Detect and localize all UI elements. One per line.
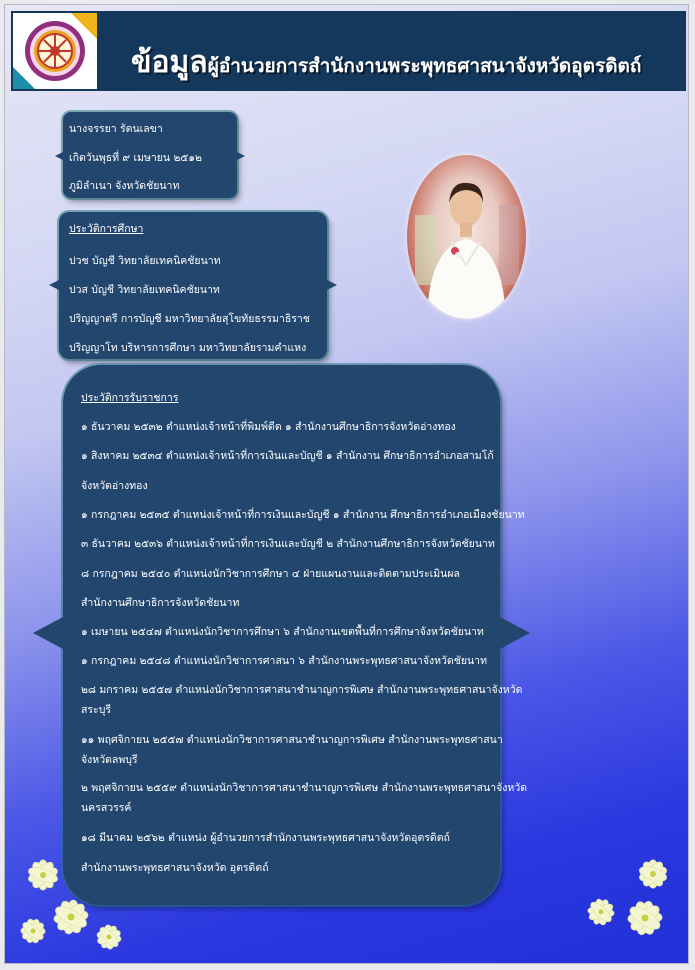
career-line: สำนักงานศึกษาธิการจังหวัดชัยนาท bbox=[81, 597, 240, 609]
flower-decoration-left bbox=[13, 845, 133, 960]
education-item: ปริญญาโท บริหารการศึกษา มหาวิทยาลัยรามคำแหง bbox=[69, 342, 307, 354]
title-subtitle: ผู้อำนวยการสำนักงานพระพุทธศาสนาจังหวัดอุตรดิตถ์ bbox=[207, 55, 642, 77]
career-heading: ประวัติการรับราชการ bbox=[81, 392, 179, 404]
career-line: ๑ เมษายน ๒๕๔๗ ตำแหน่งนักวิชาการศึกษา ๖ สำนักงานเขตพื้นที่การศึกษาจังหวัดชัยนาท bbox=[81, 626, 484, 638]
panel-notch-right bbox=[327, 280, 337, 290]
career-line: ๑ สิงหาคม ๒๕๓๔ ตำแหน่งเจ้าหน้าที่การเงินและบัญชี ๑ สำนักงาน ศึกษาธิการอำเภอสามโก้ bbox=[81, 450, 494, 462]
flower-decoration-right bbox=[575, 850, 685, 960]
career-line: จังหวัดอ่างทอง bbox=[81, 480, 148, 492]
career-line: นครสวรรค์ bbox=[81, 802, 132, 814]
panel-notch-left bbox=[49, 280, 59, 290]
hometown: ภูมิลำเนา จังหวัดชัยนาท bbox=[69, 180, 180, 192]
career-line: ๑๑ พฤศจิกายน ๒๕๕๗ ตำแหน่งนักวิชาการศาสนาชำนาญการพิเศษ สำนักงานพระพุทธศาสนา bbox=[81, 734, 503, 746]
dharma-wheel-logo-icon bbox=[13, 13, 97, 89]
career-line: ๒ พฤศจิกายน ๒๕๕๙ ตำแหน่งนักวิชาการศาสนาชำนาญการพิเศษ สำนักงานพระพุทธศาสนาจังหวัด bbox=[81, 782, 528, 794]
panel-notch-right bbox=[500, 617, 530, 649]
panel-notch-left bbox=[55, 152, 63, 160]
career-line: ๑๘ มีนาคม ๒๕๖๒ ตำแหน่ง ผู้อำนวยการสำนักงานพระพุทธศาสนาจังหวัดอุตรดิตถ์ bbox=[81, 832, 450, 844]
page-canvas bbox=[4, 4, 689, 964]
career-line: ๑ ธันวาคม ๒๕๓๒ ตำแหน่งเจ้าหน้าที่พิมพ์ดีด ๑ สำนักงานศึกษาธิการจังหวัดอ่างทอง bbox=[81, 421, 456, 433]
education-heading: ประวัติการศึกษา bbox=[69, 223, 144, 235]
career-line: จังหวัดลพบุรี bbox=[81, 754, 138, 766]
director-portrait bbox=[407, 155, 526, 319]
personal-info-panel bbox=[63, 112, 237, 198]
panel-notch-left bbox=[33, 617, 63, 649]
career-line: ๓ ธันวาคม ๒๕๓๖ ตำแหน่งเจ้าหน้าที่การเงินและบัญชี ๒ สำนักงานศึกษาธิการจังหวัดชัยนาท bbox=[81, 538, 495, 550]
portrait-figure bbox=[407, 155, 526, 319]
education-item: ปวส บัญชี วิทยาลัยเทคนิคชัยนาท bbox=[69, 284, 220, 296]
page-title bbox=[131, 39, 641, 86]
career-line: ๑ กรกฎาคม ๒๕๔๘ ตำแหน่งนักวิชาการศาสนา ๖ สำนักงานพระพุทธศาสนาจังหวัดชัยนาท bbox=[81, 655, 488, 667]
career-history-panel bbox=[63, 365, 528, 905]
person-name: นางจรรยา รัตนเลขา bbox=[69, 123, 163, 135]
career-line: ๑ กรกฎาคม ๒๕๓๕ ตำแหน่งเจ้าหน้าที่การเงินและบัญชี ๑ สำนักงาน ศึกษาธิการอำเภอเมืองชัยนาท bbox=[81, 509, 525, 521]
header-banner bbox=[11, 11, 686, 91]
panel-notch-right bbox=[237, 152, 245, 160]
title-main: ข้อมูล bbox=[131, 45, 208, 80]
career-line: ๒๘ มกราคม ๒๕๕๗ ตำแหน่งนักวิชาการศาสนาชำนาญการพิเศษ สำนักงานพระพุทธศาสนาจังหวัด bbox=[81, 684, 523, 696]
career-line: ๘ กรกฎาคม ๒๕๔๐ ตำแหน่งนักวิชาการศึกษา ๔ ฝ่ายแผนงานและติดตามประเมินผล bbox=[81, 568, 460, 580]
career-line: สำนักงานพระพุทธศาสนาจังหวัด อุตรดิตถ์ bbox=[81, 862, 269, 874]
education-panel bbox=[59, 212, 327, 359]
career-line: สระบุรี bbox=[81, 704, 111, 716]
education-item: ปริญญาตรี การบัญชี มหาวิทยาลัยสุโขทัยธรรมาธิราช bbox=[69, 313, 310, 325]
logo-box bbox=[13, 13, 97, 89]
birth-date: เกิดวันพุธที่ ๙ เมษายน ๒๕๑๒ bbox=[69, 152, 202, 164]
education-item: ปวช บัญชี วิทยาลัยเทคนิคชัยนาท bbox=[69, 255, 221, 267]
